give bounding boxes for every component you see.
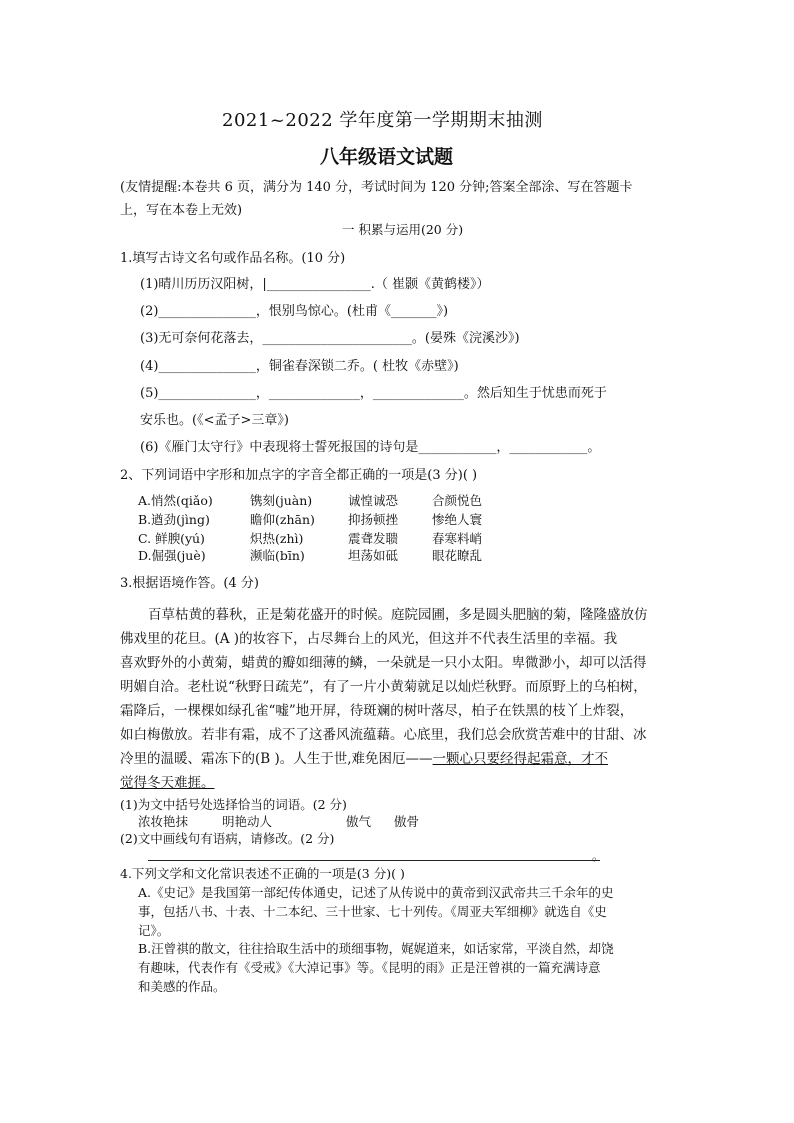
answer-line — [148, 860, 600, 861]
q1-item-3: (3)无可奈何花落去，_______________________。(晏殊《浣溪沙》) — [140, 331, 520, 346]
q3-passage-line-2: 佛戏里的花旦。(A )的妆容下，占尽舞台上的风光，但这并不代表生活里的幸福。我 — [120, 631, 618, 647]
q2-option-b: B.遒劲(jìng) 瞻仰(zhān) 抑扬顿挫 惨绝人寰 — [138, 512, 483, 527]
q4-option-b-line-2: 有趣味，代表作有《受戒》《大淖记事》等。《昆明的雨》正是汪曾祺的一篇充满诗意 — [138, 960, 601, 975]
notice-line-1: (友情提醒:本卷共 6 页，满分为 140 分，考试时间为 120 分钟;答案全部涂、写在答题卡 — [120, 180, 633, 195]
q3-choices: 浓妆艳抹 明艳动人 傲气 傲骨 — [138, 814, 420, 829]
q3-passage-line-4: 明媚自洽。老杜说“秋野日疏芜”，有了一片小黄菊就足以灿烂秋野。而原野上的乌桕树， — [120, 679, 647, 695]
q4-option-b-line-3: 和美感的作品。 — [138, 979, 226, 994]
q4-option-a-line-3: 记》。 — [138, 923, 170, 938]
q1-item-2: (2)_______________，恨别鸟惊心。(杜甫《_______》) — [140, 304, 449, 319]
q1-item-5: (5)_______________，______________，______________。然后知生于忧患而死于 — [140, 386, 607, 401]
q4-option-a-line-1: A.《史记》是我国第一部纪传体通史，记述了从传说中的黄帝到汉武帝共三千余年的史 — [138, 885, 614, 900]
q3-sub-1: (1)为文中括号处选择恰当的词语。(2 分) — [120, 797, 347, 812]
q2-option-c: C. 鲜腴(yú) 炽热(zhì) 震聋发聩 春寒料峭 — [138, 531, 483, 546]
q4-stem: 4.下列文学和文化常识表述不正确的一项是(3 分)( ) — [120, 866, 405, 881]
q3-stem: 3.根据语境作答。(4 分) — [120, 576, 259, 591]
q3-passage-line-6: 如白梅傲放。若非有霜，成不了这番风流蕴藉。心底里，我们总会欣赏苦难中的甘甜、冰 — [120, 727, 647, 743]
answer-line-end: 。 — [592, 848, 605, 863]
section-title: 一 积累与运用(20 分) — [342, 222, 464, 237]
q2-stem: 2、下列词语中字形和加点字的字音全都正确的一项是(3 分)( ) — [120, 468, 478, 483]
q2-option-a: A.悄然(qiǎo) 镌刻(juàn) 诚惶诚恐 合颜悦色 — [138, 493, 483, 508]
q3-passage-line-8: 觉得冬天难捱。 — [120, 775, 215, 791]
q3-sub-2: (2)文中画线句有语病，请修改。(2 分) — [120, 831, 335, 846]
exam-subtitle: 八年级语文试题 — [320, 146, 454, 168]
q1-item-6: (6)《雁门太守行》中表现将士誓死报国的诗句是____________，____________。 — [140, 440, 601, 455]
q4-option-a-line-2: 事，包括八书、十表、十二本纪、三十世家、七十列传。《周亚夫军细柳》就选自《史 — [138, 904, 607, 919]
q1-item-4: (4)_______________，铜雀春深锁二乔。( 杜牧《赤壁》) — [140, 359, 459, 374]
underlined-sentence: 一颗心只要经得起霜意，才不 — [432, 751, 609, 767]
q1-item-5-cont: 安乐也。(《<孟子>三章》) — [140, 413, 289, 428]
q3-passage-line-5: 霜降后，一棵棵如绿孔雀“嘘”地开屏，待斑斓的树叶落尽，柏子在铁黑的枝丫上炸裂， — [120, 703, 634, 719]
q3-passage-line-3: 喜欢野外的小黄菊，蜡黄的瓣如细薄的鳞，一朵就是一只小太阳。卑微渺小，却可以活得 — [120, 655, 647, 671]
q1-item-1: (1)晴川历历汉阳树，|________________.（ 崔颢《黄鹤楼》） — [140, 277, 490, 292]
q1-stem: 1.填写古诗文名句或作品名称。(10 分) — [120, 251, 346, 266]
notice-line-2: 上，写在本卷上无效) — [120, 203, 243, 218]
exam-title: 2021~2022 学年度第一学期期末抽测 — [222, 110, 543, 131]
q3-passage-line-1: 百草枯黄的暮秋，正是菊花盛开的时候。庭院园圃，多是圆头肥脑的菊，隆隆盛放仿 — [148, 607, 648, 623]
q4-option-b-line-1: B.汪曾祺的散文，往往拾取生活中的琐细事物，娓娓道来，如话家常，平淡自然，却饶 — [138, 941, 614, 956]
q3-passage-line-7: 冷里的温暖、霜冻下的(B )。人生于世,难免困厄——一颗心只要经得起霜意，才不 — [120, 751, 609, 767]
q2-option-d: D.倔强(juè) 濒临(bīn) 坦荡如砥 眼花瞭乱 — [138, 548, 483, 563]
